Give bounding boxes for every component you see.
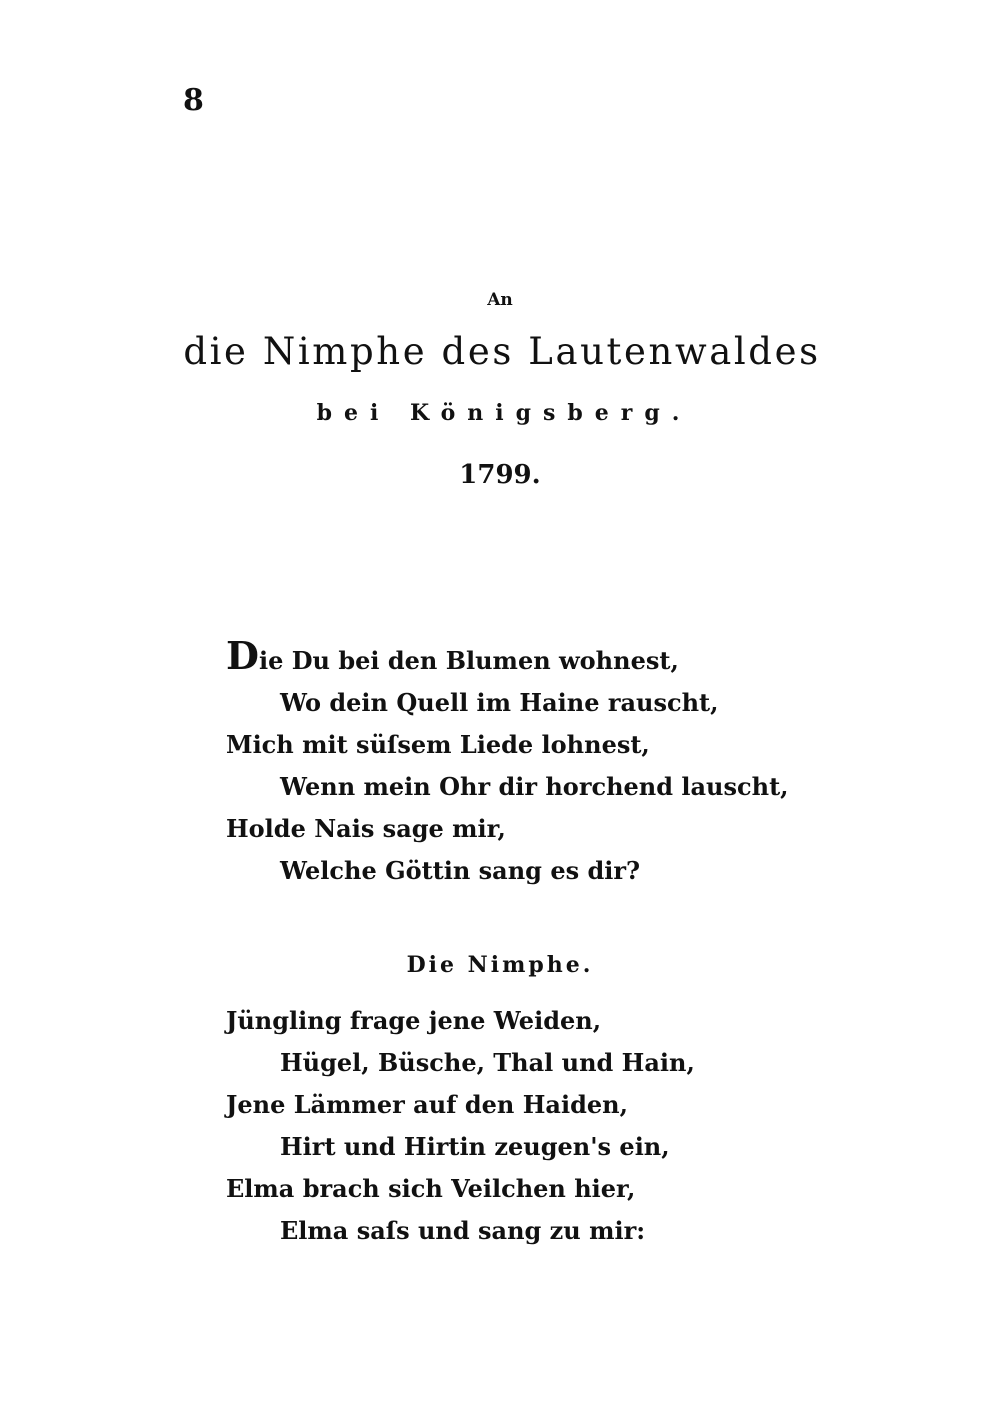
verse-line: Elma saſs und sang zu mir: bbox=[280, 1216, 646, 1245]
verse-line: Hirt und Hirtin zeugen's ein, bbox=[280, 1132, 670, 1161]
verse-line: Wenn mein Ohr dir horchend lauscht, bbox=[280, 772, 789, 801]
verse-line: Holde Nais sage mir, bbox=[226, 814, 506, 843]
verse-line: Welche Göttin sang es dir? bbox=[280, 856, 641, 885]
verse-line: Jene Lämmer auf den Haiden, bbox=[226, 1090, 628, 1119]
verse-line: Jüngling frage jene Weiden, bbox=[226, 1006, 602, 1035]
drop-cap: D bbox=[226, 633, 259, 678]
verse-line: Elma brach sich Veilchen hier, bbox=[226, 1174, 636, 1203]
stanza-1 bbox=[226, 633, 789, 892]
stanza-2 bbox=[226, 1000, 695, 1252]
verse-line bbox=[226, 633, 789, 682]
verse-line: Wo dein Quell im Haine rauscht, bbox=[280, 688, 719, 717]
verse-text: ie Du bei den Blumen wohnest, bbox=[258, 646, 679, 675]
title-dedication: An bbox=[487, 290, 513, 310]
title-year: 1799. bbox=[459, 460, 541, 490]
page-number: 8 bbox=[183, 83, 204, 118]
verse-line: Hügel, Büsche, Thal und Hain, bbox=[280, 1048, 695, 1077]
title-main: die Nimphe des Lautenwaldes bbox=[183, 330, 821, 373]
title-subtitle: bei Königsberg. bbox=[316, 400, 692, 426]
speaker-heading: Die Nimphe. bbox=[406, 952, 594, 978]
verse-line: Mich mit süſsem Liede lohnest, bbox=[226, 730, 650, 759]
